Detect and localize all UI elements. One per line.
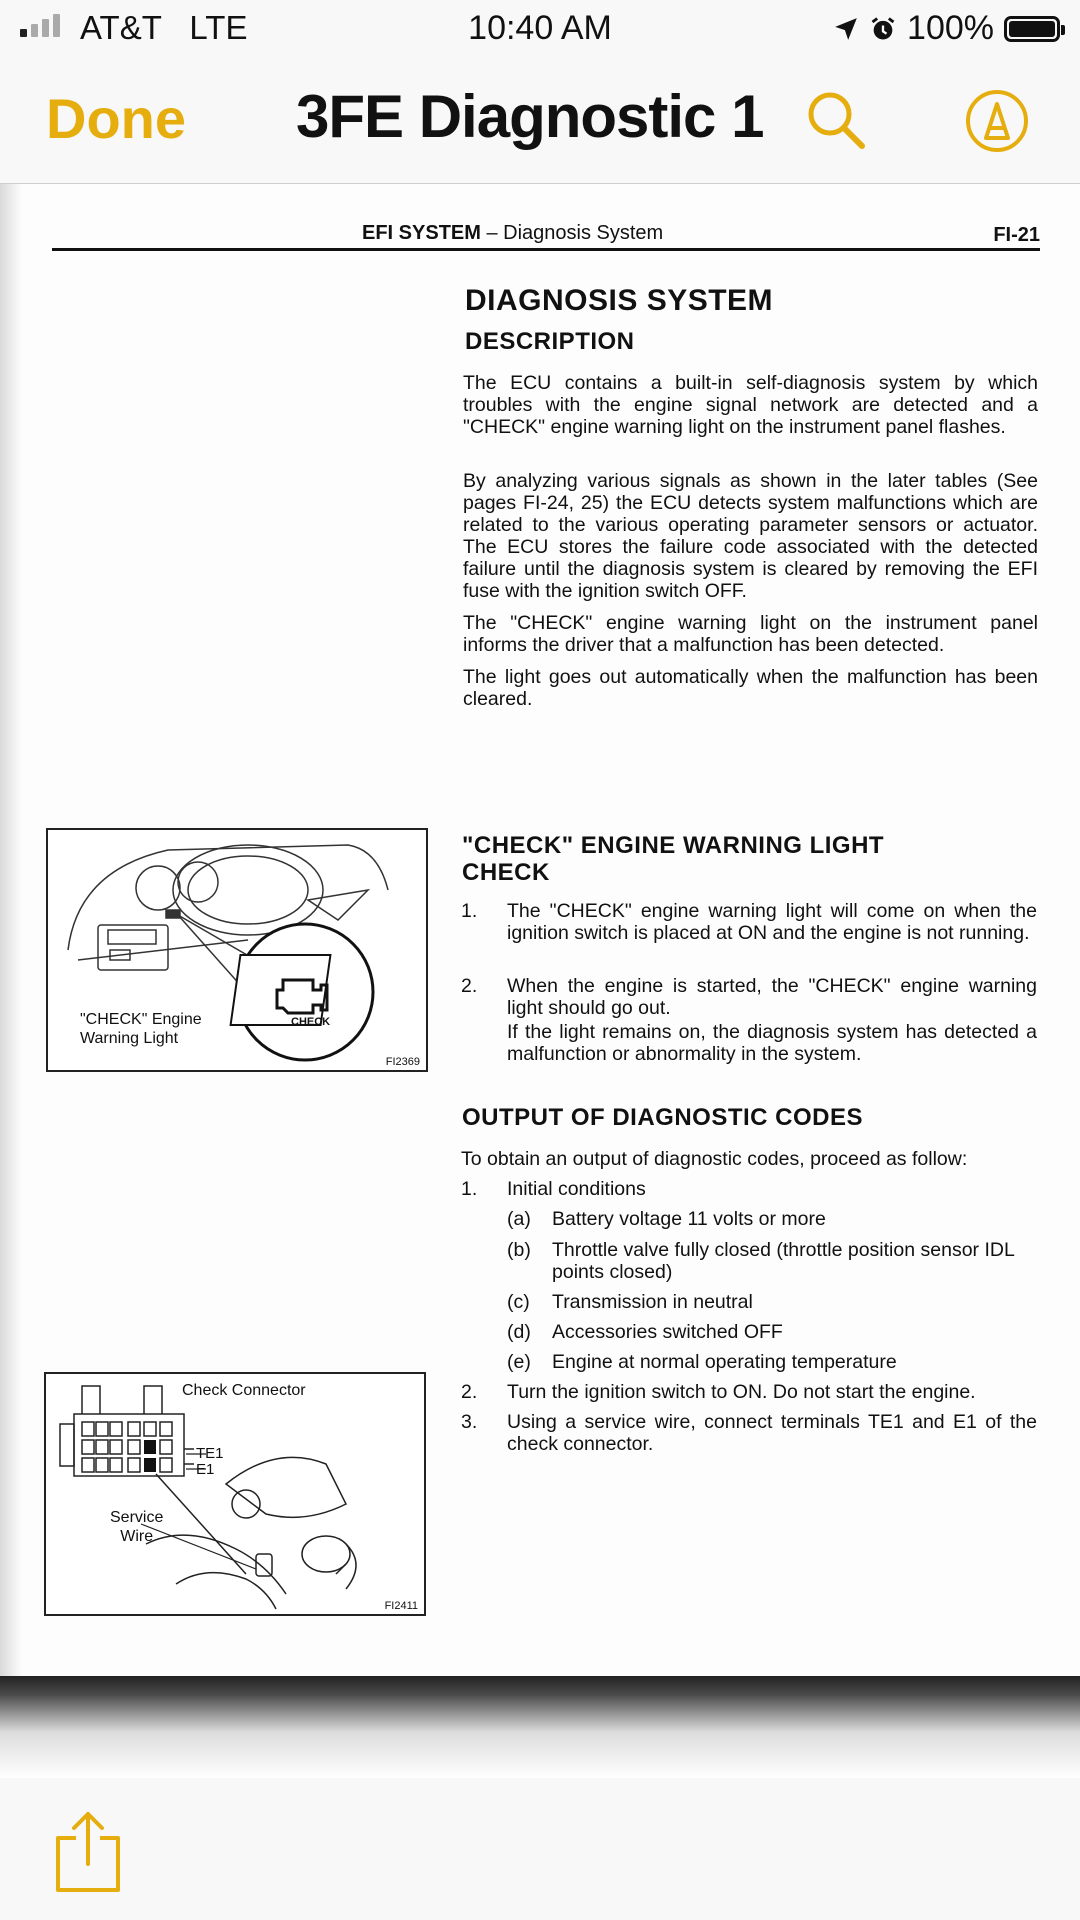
condition-c-text: Transmission in neutral xyxy=(552,1291,753,1313)
bottom-toolbar xyxy=(0,1778,1080,1920)
check-heading-line1: "CHECK" ENGINE WARNING LIGHT xyxy=(462,832,885,859)
nav-bar xyxy=(0,58,1080,184)
network-label: LTE xyxy=(189,9,248,46)
figure1-caption-line1: "CHECK" Engine xyxy=(80,1011,202,1028)
section-title: DIAGNOSIS SYSTEM xyxy=(465,284,774,317)
search-icon[interactable] xyxy=(804,88,868,152)
clock: 10:40 AM xyxy=(468,9,612,47)
condition-d-text: Accessories switched OFF xyxy=(552,1321,783,1343)
condition-b-label: (b) xyxy=(507,1239,531,1261)
check-connector-figure xyxy=(44,1372,426,1616)
check-item-1-text: The "CHECK" engine warning light will come on when the ignition switch is placed at ON and the engine is not running. xyxy=(507,900,1037,944)
document-title: 3FE Diagnostic 1 xyxy=(296,83,764,150)
condition-b-text: Throttle valve fully closed (throttle position sensor IDL points closed) xyxy=(552,1239,1015,1283)
header-dash: – xyxy=(486,222,498,244)
output-item-1-text: Initial conditions xyxy=(507,1178,646,1200)
service-wire-line2: Wire xyxy=(120,1528,154,1545)
page-number: FI-21 xyxy=(993,224,1040,246)
location-arrow-icon xyxy=(833,16,859,42)
figure2-title: Check Connector xyxy=(182,1382,306,1399)
check-heading xyxy=(462,832,884,886)
output-item-3-text: Using a service wire, connect terminals TE1 and E1 of the check connector. xyxy=(507,1411,1037,1455)
output-intro: To obtain an output of diagnostic codes, proceed as follow: xyxy=(461,1148,968,1170)
service-wire-label xyxy=(110,1508,163,1546)
check-item-2-num: 2. xyxy=(461,975,478,997)
condition-a-label: (a) xyxy=(507,1208,531,1230)
output-item-2-text: Turn the ignition switch to ON. Do not start the engine. xyxy=(507,1381,976,1403)
condition-d-label: (d) xyxy=(507,1321,531,1343)
share-icon[interactable] xyxy=(52,1808,124,1894)
alarm-clock-icon xyxy=(869,15,897,43)
connector-illustration xyxy=(46,1374,424,1614)
battery-icon xyxy=(1004,16,1060,42)
check-item-1-num: 1. xyxy=(461,900,478,922)
figure1-caption-line2: Warning Light xyxy=(80,1030,179,1047)
figure1-caption xyxy=(80,1010,202,1048)
page-edge-shadow xyxy=(0,1676,1080,1778)
header-section: EFI SYSTEM xyxy=(362,222,481,244)
figure2-code: FI2411 xyxy=(384,1600,418,1612)
check-heading-line2: CHECK xyxy=(462,859,550,886)
check-item-2-text: When the engine is started, the "CHECK" engine warning light should go out. xyxy=(507,975,1037,1019)
markup-pen-icon[interactable] xyxy=(964,88,1030,154)
page-header xyxy=(52,222,1040,251)
status-bar xyxy=(0,0,1080,58)
condition-e-text: Engine at normal operating temperature xyxy=(552,1351,897,1373)
condition-e-label: (e) xyxy=(507,1351,531,1373)
service-wire-line1: Service xyxy=(110,1509,164,1526)
condition-c-label: (c) xyxy=(507,1291,530,1313)
output-item-3-num: 3. xyxy=(461,1411,478,1433)
description-heading: DESCRIPTION xyxy=(465,328,635,355)
e1-label: E1 xyxy=(196,1461,215,1478)
description-para-4: The light goes out automatically when the malfunction has been cleared. xyxy=(463,666,1038,710)
condition-a-text: Battery voltage 11 volts or more xyxy=(552,1208,826,1230)
te1-label: TE1 xyxy=(196,1445,224,1462)
output-item-2-num: 2. xyxy=(461,1381,478,1403)
check-lamp-label: CHECK xyxy=(291,1016,331,1028)
header-subsection: Diagnosis System xyxy=(503,222,664,244)
description-para-3: The "CHECK" engine warning light on the instrument panel informs the driver that a malfunction has been detected. xyxy=(463,612,1038,656)
check-light-figure xyxy=(46,828,428,1072)
output-heading: OUTPUT OF DIAGNOSTIC CODES xyxy=(462,1104,864,1131)
carrier-label: AT&T LTE xyxy=(80,9,248,46)
battery-percent: 100% xyxy=(907,9,994,47)
check-item-2-extra: If the light remains on, the diagnosis system has detected a malfunction or abnormality in the system. xyxy=(507,1021,1037,1065)
output-item-1-num: 1. xyxy=(461,1178,478,1200)
done-button[interactable]: Done xyxy=(46,87,186,150)
figure1-code: FI2369 xyxy=(385,1056,420,1068)
description-para-1: The ECU contains a built-in self-diagnosis system by which troubles with the engine signal network are detected and a "CHECK" engine warning light on the instrument panel flashes. xyxy=(463,372,1038,438)
description-para-2: By analyzing various signals as shown in the later tables (See pages FI-24, 25) the ECU detects system malfunctions which are related to the various operating parameter sensors or actuator. The ECU stores the failure code associated with the detected failure until the diagnosis system is cleared by removing the EFI fuse with the ignition switch OFF. xyxy=(463,470,1038,602)
document-page[interactable] xyxy=(0,184,1080,1676)
